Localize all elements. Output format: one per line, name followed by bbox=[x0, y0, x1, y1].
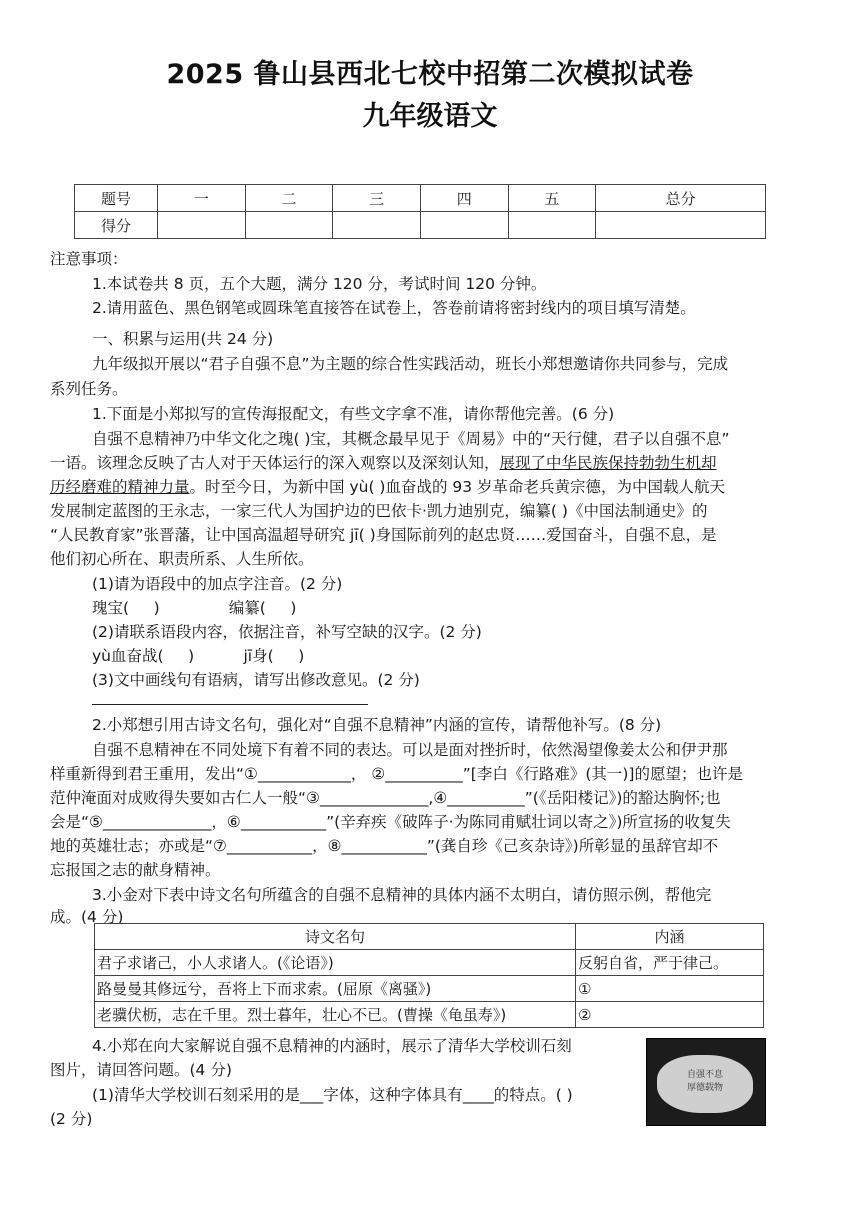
notes-heading: 注意事项： bbox=[50, 250, 128, 268]
meaning-cell[interactable]: ① bbox=[576, 976, 764, 1002]
poem-cell: 老骥伏枥，志在千里。烈士暮年，壮心不已。(曹操《龟虽寿》) bbox=[95, 1002, 576, 1028]
question-4-stem: 图片，请回答问题。(4 分) bbox=[50, 1061, 232, 1079]
score-row-label: 得分 bbox=[75, 212, 158, 239]
q2-line[interactable]: 样重新得到君王重用，发出“①____________， ②__________”[李白《行路难》(其一)]的愿望；也许是 bbox=[50, 765, 743, 783]
sub-question: (2)请联系语段内容，依据注音，补写空缺的汉字。(2 分) bbox=[92, 623, 482, 641]
score-header-cell: 三 bbox=[333, 185, 421, 212]
passage-text: 一语。该理念反映了古人对于天体运行的深入观察以及深刻认知， bbox=[50, 454, 500, 472]
sub-question: (1)请为语段中的加点字注音。(2 分) bbox=[92, 575, 343, 593]
poem-table bbox=[94, 923, 764, 1028]
score-cell[interactable] bbox=[333, 212, 421, 239]
poem-cell: 路曼曼其修远兮，吾将上下而求索。(屈原《离骚》) bbox=[95, 976, 576, 1002]
meaning-cell[interactable]: ② bbox=[576, 1002, 764, 1028]
exam-subtitle: 九年级语文 bbox=[362, 101, 498, 132]
score-header-cell: 五 bbox=[508, 185, 596, 212]
inscription-line: 厚德载物 bbox=[686, 1083, 723, 1093]
score-cell[interactable] bbox=[596, 212, 766, 239]
table-row bbox=[95, 1002, 764, 1028]
score-header-cell: 题号 bbox=[75, 185, 158, 212]
sub-question: (2 分) bbox=[50, 1110, 93, 1128]
score-table-score-row bbox=[75, 212, 766, 239]
q2-line[interactable]: 会是“⑤______________，⑥___________”(辛弃疾《破阵子·为陈同甫赋壮词以寄之》)所宣扬的收复失 bbox=[50, 813, 731, 831]
sub-question: (3)文中画线句有语病，请写出修改意见。(2 分) bbox=[92, 671, 420, 689]
poem-header-cell: 诗文名句 bbox=[95, 924, 576, 950]
question-1-stem: 1.下面是小郑拟写的宣传海报配文，有些文字拿不准，请你帮他完善。(6 分) bbox=[92, 405, 615, 423]
score-table bbox=[74, 184, 766, 239]
question-2-stem: 2.小郑想引用古诗文名句，强化对“自强不息精神”内涵的宣传，请帮他补写。(8 分) bbox=[92, 716, 662, 734]
inscription-line: 自强不息 bbox=[686, 1070, 723, 1080]
note-item: 2.请用蓝色、黑色钢笔或圆珠笔直接答在试卷上，答卷前请将密封线内的项目填写清楚。 bbox=[92, 299, 696, 317]
score-header-cell: 二 bbox=[245, 185, 333, 212]
engraved-stone-photo-icon bbox=[646, 1038, 766, 1126]
q2-line[interactable]: 地的英雄壮志；亦或是“⑦___________，⑧___________”(龚自珍《己亥杂诗》)所彰显的虽辞官却不 bbox=[50, 837, 719, 855]
sub-question[interactable]: (1)清华大学校训石刻采用的是___字体，这种字体具有____的特点。( ) bbox=[92, 1086, 573, 1104]
passage-line: 他们初心所在、职责所系、人生所依。 bbox=[50, 550, 314, 568]
note-item: 1.本试卷共 8 页，五个大题，满分 120 分，考试时间 120 分钟。 bbox=[92, 275, 547, 293]
section-intro-line: 系列任务。 bbox=[50, 380, 128, 398]
section-intro-line: 九年级拟开展以“君子自强不息”为主题的综合性实践活动，班长小郑想邀请你共同参与，完成 bbox=[92, 355, 729, 373]
table-row bbox=[95, 950, 764, 976]
question-3-stem: 3.小金对下表中诗文名句所蕴含的自强不息精神的具体内涵不太明白，请仿照示例，帮他完 bbox=[92, 886, 712, 904]
stone-inscription bbox=[657, 1069, 753, 1095]
passage-text: 。时至今日，为新中国 yù( )血奋战的 93 岁革命老兵黄宗德，为中国载人航天 bbox=[189, 478, 726, 496]
table-row bbox=[95, 976, 764, 1002]
underlined-sentence: 展现了中华民族保持勃勃生机却 bbox=[499, 454, 717, 472]
score-cell[interactable] bbox=[508, 212, 596, 239]
meaning-cell: 反躬自省，严于律己。 bbox=[576, 950, 764, 976]
answer-line[interactable] bbox=[92, 704, 368, 705]
poem-table-header bbox=[95, 924, 764, 950]
answer-blanks[interactable]: 瑰宝( ) 编纂( ) bbox=[92, 599, 297, 617]
exam-title: 2025 鲁山县西北七校中招第二次模拟试卷 bbox=[166, 59, 694, 90]
score-cell[interactable] bbox=[158, 212, 246, 239]
poem-cell: 君子求诸己，小人求诸人。(《论语》) bbox=[95, 950, 576, 976]
score-header-cell: 总分 bbox=[596, 185, 766, 212]
score-header-cell: 四 bbox=[420, 185, 508, 212]
underlined-sentence: 历经磨难的精神力量 bbox=[50, 478, 190, 496]
passage-line: “人民教育家”张晋藩，让中国高温超导研究 jī( )身国际前列的赵忠贤……爱国奋斗，自强不息，是 bbox=[50, 526, 717, 544]
question-3-stem: 成。(4 分) bbox=[50, 908, 124, 926]
section-heading: 一、积累与运用(共 24 分) bbox=[92, 330, 274, 348]
passage-line bbox=[50, 452, 812, 474]
score-cell[interactable] bbox=[245, 212, 333, 239]
passage-line: 自强不息精神乃中华文化之瑰( )宝，其概念最早见于《周易》中的“天行健，君子以自强不息” bbox=[92, 430, 730, 448]
q2-line: 自强不息精神在不同处境下有着不同的表达。可以是面对挫折时，依然渴望像姜太公和伊尹那 bbox=[92, 741, 728, 759]
stone-icon bbox=[657, 1055, 753, 1113]
answer-blanks[interactable]: yù血奋战( ) jī身( ) bbox=[92, 647, 305, 665]
score-cell[interactable] bbox=[420, 212, 508, 239]
passage-line bbox=[50, 476, 812, 498]
score-table-header-row bbox=[75, 185, 766, 212]
passage-line: 发展制定蓝图的王永志，一家三代人为国护边的巴依卡·凯力迪别克，编纂( )《中国法制通史》的 bbox=[50, 502, 708, 520]
q2-line[interactable]: 范仲淹面对成败得失要如古仁人一般“③______________,④__________”(《岳阳楼记》)的豁达胸怀;也 bbox=[50, 789, 721, 807]
question-4-stem: 4.小郑在向大家解说自强不息精神的内涵时，展示了清华大学校训石刻 bbox=[92, 1037, 572, 1055]
poem-header-cell: 内涵 bbox=[576, 924, 764, 950]
q2-line: 忘报国之志的献身精神。 bbox=[50, 861, 221, 879]
score-header-cell: 一 bbox=[158, 185, 246, 212]
